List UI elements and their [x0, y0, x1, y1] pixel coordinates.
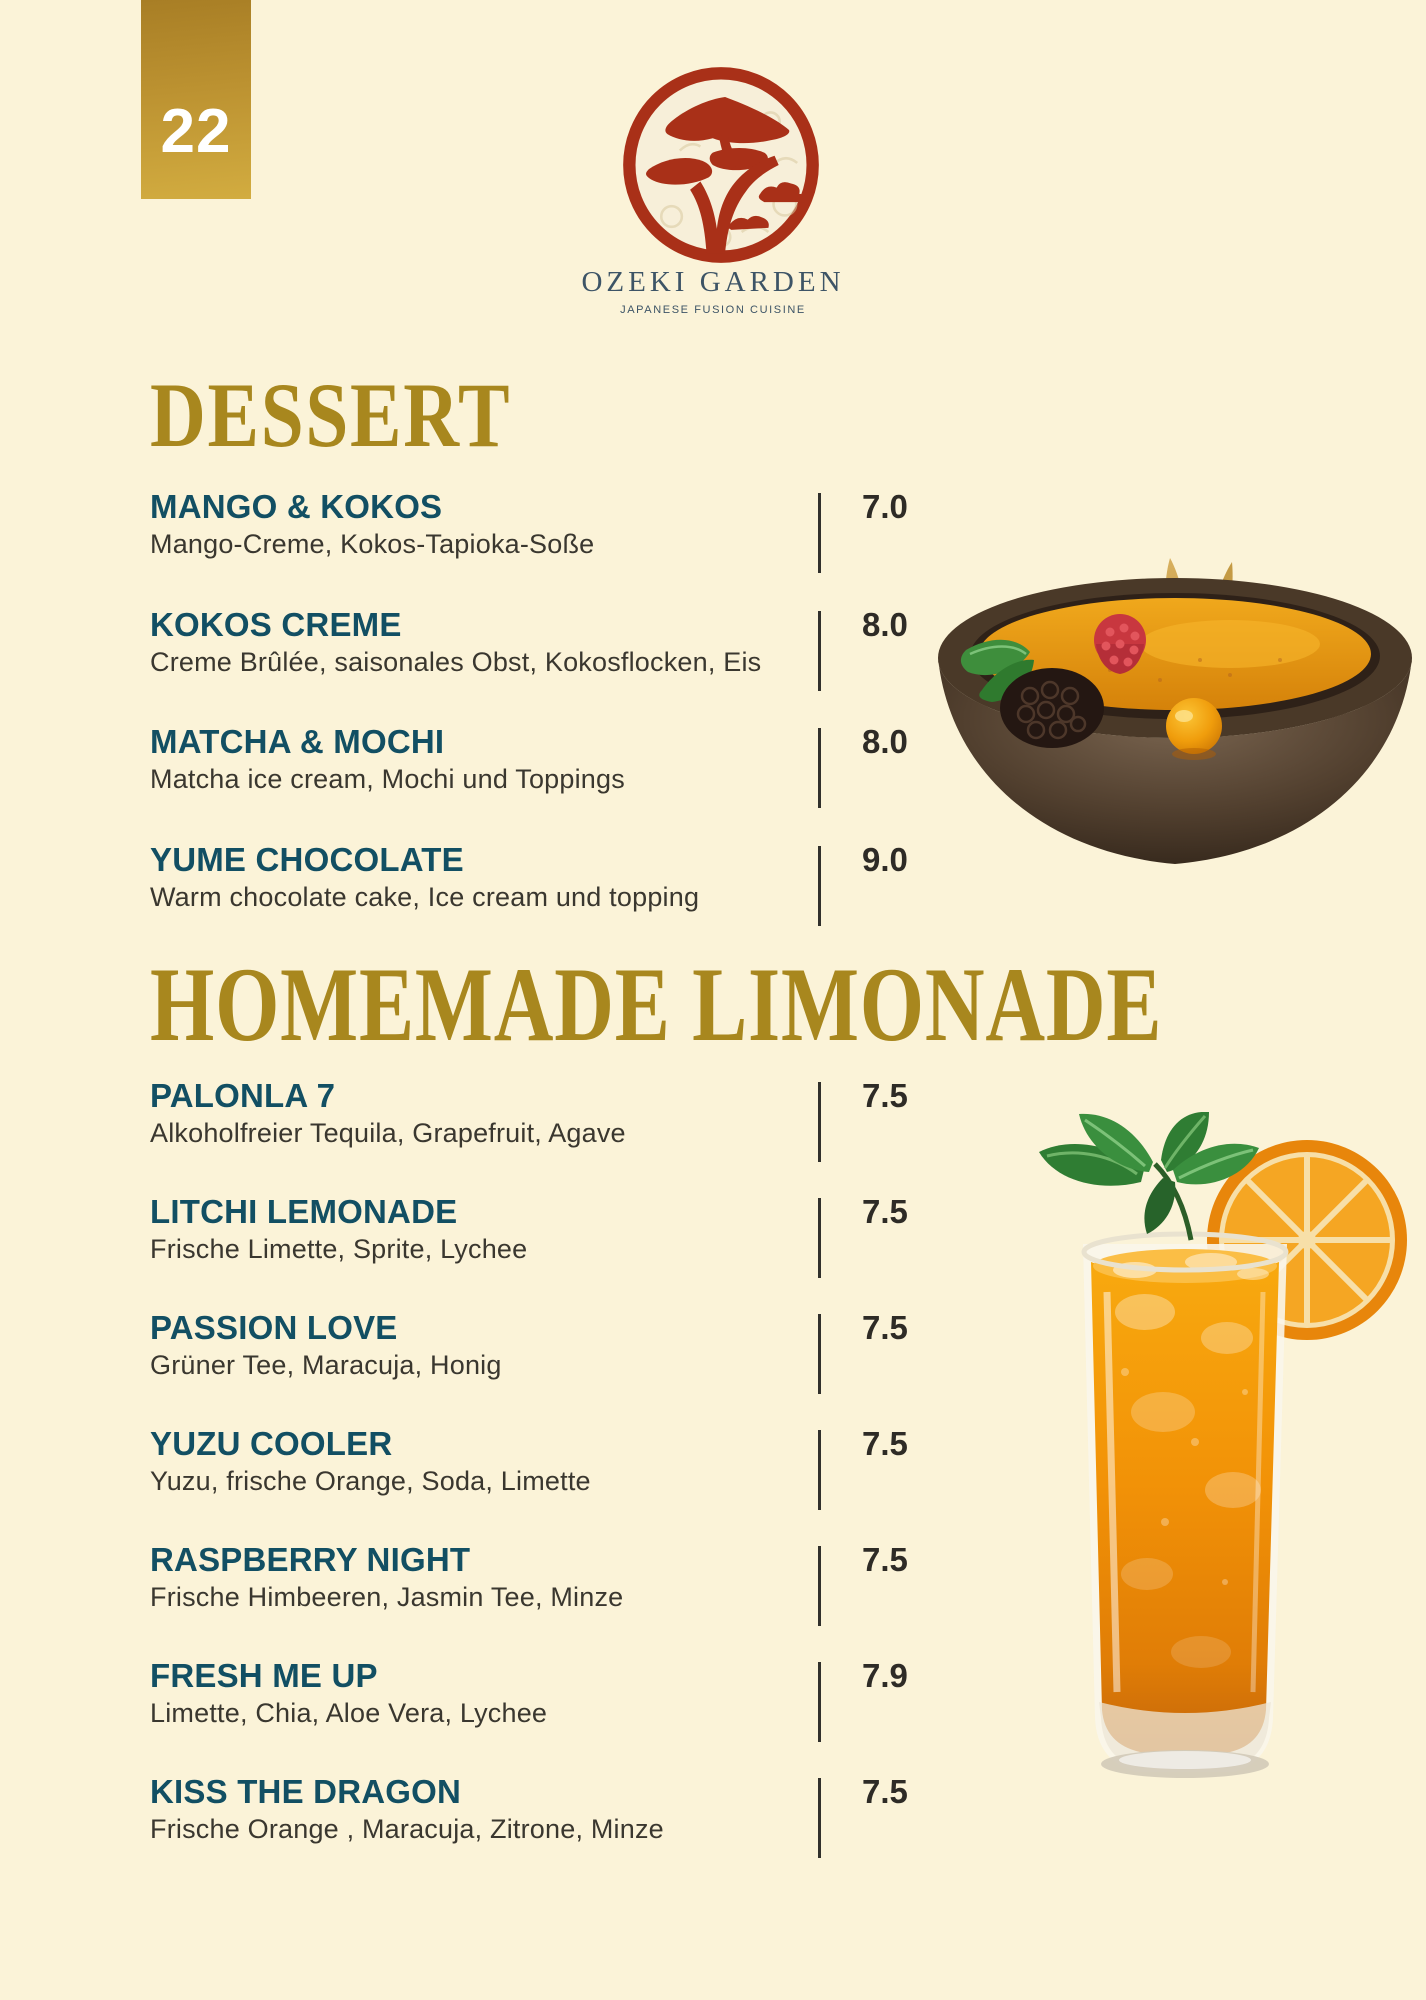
item-price: 8.0 — [862, 606, 908, 643]
dessert-photo — [930, 540, 1420, 890]
section-heading-dessert: DESSERT — [150, 364, 512, 466]
item-price: 7.5 — [862, 1773, 908, 1810]
item-description: Matcha ice cream, Mochi und Toppings — [150, 764, 625, 794]
menu-item — [150, 1657, 975, 1731]
brand-tagline: JAPANESE FUSION CUISINE — [620, 304, 806, 316]
item-description: Alkoholfreier Tequila, Grapefruit, Agave — [150, 1118, 626, 1148]
item-name: LITCHI LEMONADE — [150, 1193, 458, 1230]
price-divider — [818, 728, 821, 808]
item-name: YUZU COOLER — [150, 1425, 393, 1462]
item-description: Frische Orange , Maracuja, Zitrone, Minze — [150, 1814, 664, 1844]
price-divider — [818, 1198, 821, 1278]
item-description: Frische Limette, Sprite, Lychee — [150, 1234, 528, 1264]
menu-item — [150, 723, 975, 797]
page-number: 22 — [160, 97, 232, 166]
section-heading-limonade: HOMEMADE LIMONADE — [150, 946, 1163, 1063]
item-price: 7.5 — [862, 1309, 908, 1346]
menu-item — [150, 1425, 975, 1499]
item-name: KISS THE DRAGON — [150, 1773, 462, 1810]
item-price: 7.9 — [862, 1657, 908, 1694]
item-name: YUME CHOCOLATE — [150, 841, 464, 878]
item-description: Grüner Tee, Maracuja, Honig — [150, 1350, 502, 1380]
item-description: Yuzu, frische Orange, Soda, Limette — [150, 1466, 591, 1496]
price-divider — [818, 493, 821, 573]
menu-item — [150, 488, 975, 562]
menu-item — [150, 606, 975, 680]
item-name: MANGO & KOKOS — [150, 488, 443, 525]
item-name: PALONLA 7 — [150, 1077, 336, 1114]
lemonade-photo — [995, 1112, 1415, 1802]
item-description: Limette, Chia, Aloe Vera, Lychee — [150, 1698, 548, 1728]
menu-item — [150, 841, 975, 915]
price-divider — [818, 1430, 821, 1510]
menu-item — [150, 1309, 975, 1383]
menu-item — [150, 1773, 975, 1847]
item-price: 7.5 — [862, 1425, 908, 1462]
bonsai-icon — [618, 62, 824, 268]
item-price: 8.0 — [862, 723, 908, 760]
page-number-badge — [141, 0, 251, 199]
price-divider — [818, 1546, 821, 1626]
menu-item — [150, 1193, 975, 1267]
menu-item — [150, 1077, 975, 1151]
item-name: KOKOS CREME — [150, 606, 402, 643]
brand-name: OZEKI GARDEN — [581, 266, 845, 298]
item-description: Mango-Creme, Kokos-Tapioka-Soße — [150, 529, 595, 559]
item-name: FRESH ME UP — [150, 1657, 378, 1694]
menu-item — [150, 1541, 975, 1615]
item-price: 7.5 — [862, 1077, 908, 1114]
item-price: 7.5 — [862, 1193, 908, 1230]
price-divider — [818, 846, 821, 926]
item-price: 9.0 — [862, 841, 908, 878]
item-name: RASPBERRY NIGHT — [150, 1541, 471, 1578]
item-description: Creme Brûlée, saisonales Obst, Kokosflocken, Eis — [150, 647, 762, 677]
price-divider — [818, 1082, 821, 1162]
item-description: Warm chocolate cake, Ice cream und topping — [150, 882, 700, 912]
item-price: 7.0 — [862, 488, 908, 525]
item-price: 7.5 — [862, 1541, 908, 1578]
item-name: MATCHA & MOCHI — [150, 723, 445, 760]
price-divider — [818, 611, 821, 691]
item-name: PASSION LOVE — [150, 1309, 398, 1346]
price-divider — [818, 1662, 821, 1742]
price-divider — [818, 1778, 821, 1858]
item-description: Frische Himbeeren, Jasmin Tee, Minze — [150, 1582, 624, 1612]
price-divider — [818, 1314, 821, 1394]
